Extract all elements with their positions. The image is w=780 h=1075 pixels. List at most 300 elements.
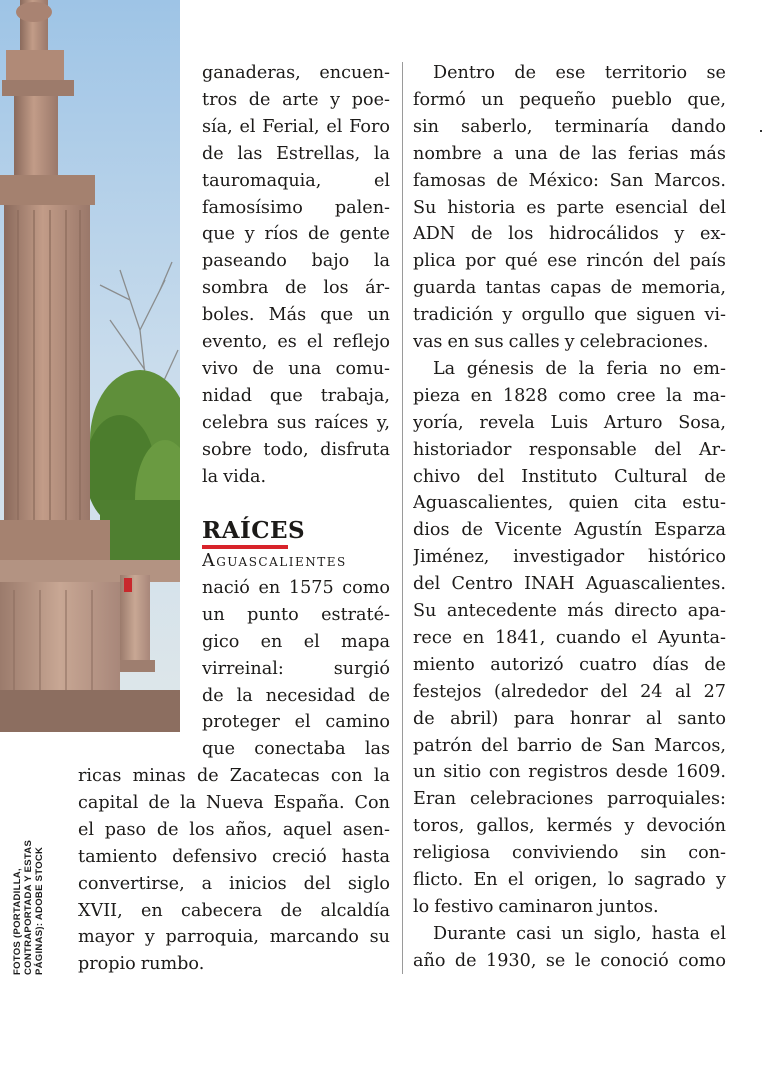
word: juntos. bbox=[598, 896, 659, 917]
word: y bbox=[330, 89, 341, 110]
word: sin bbox=[640, 843, 667, 864]
word: la bbox=[179, 792, 197, 813]
text-line bbox=[413, 490, 726, 517]
text-line bbox=[413, 437, 726, 464]
text-line bbox=[413, 625, 726, 652]
word: honrar bbox=[569, 708, 631, 729]
hero-photo bbox=[0, 0, 180, 732]
text-line bbox=[202, 87, 390, 114]
word: como bbox=[342, 577, 390, 598]
word: religiosa bbox=[413, 843, 491, 864]
word: proteger bbox=[202, 712, 280, 733]
word: es bbox=[277, 332, 297, 352]
word: revela bbox=[479, 412, 535, 433]
word: patrón bbox=[413, 735, 473, 756]
word: de bbox=[704, 654, 726, 675]
text-line bbox=[413, 786, 726, 813]
text-line bbox=[78, 844, 390, 871]
word: más bbox=[567, 601, 604, 621]
word: de bbox=[202, 143, 224, 164]
word: a bbox=[201, 873, 213, 894]
word: vivo bbox=[202, 358, 239, 379]
word: nació bbox=[202, 577, 250, 598]
word: historiador bbox=[413, 439, 512, 460]
word: un bbox=[561, 923, 584, 944]
word: palen- bbox=[334, 197, 390, 218]
word: Vicente bbox=[494, 520, 563, 541]
word: pueblo bbox=[611, 89, 672, 110]
word: 27 bbox=[703, 681, 726, 702]
text-line bbox=[413, 329, 726, 356]
word: paseando bbox=[202, 251, 287, 272]
word: con bbox=[330, 766, 363, 786]
word: mapa bbox=[341, 631, 390, 652]
word: tantas bbox=[485, 278, 541, 299]
text-line bbox=[413, 517, 726, 544]
text-line bbox=[78, 790, 390, 817]
word: memoria, bbox=[641, 278, 726, 299]
photo-credit-line: PÁGINAS): ADOBE STOCK bbox=[34, 846, 45, 975]
word: quien bbox=[568, 493, 619, 514]
word: 1930, bbox=[486, 950, 537, 971]
text-line bbox=[202, 168, 390, 195]
word: sía, bbox=[202, 116, 233, 137]
word: sobre bbox=[202, 439, 252, 460]
word: Jiménez, bbox=[413, 547, 490, 568]
text-line bbox=[202, 683, 390, 710]
word: yoría, bbox=[413, 412, 464, 433]
word: que bbox=[320, 305, 354, 326]
column-divider bbox=[402, 62, 403, 974]
word: em- bbox=[692, 358, 726, 379]
text-line bbox=[202, 736, 390, 763]
word: 1575 bbox=[288, 577, 334, 598]
word: origen, bbox=[534, 870, 598, 890]
word: le bbox=[574, 950, 591, 971]
word: historia bbox=[447, 197, 516, 218]
word: cuatro bbox=[579, 654, 637, 675]
text-line bbox=[202, 437, 390, 464]
word: de bbox=[307, 224, 330, 245]
text-line bbox=[78, 763, 390, 790]
word: los bbox=[323, 278, 349, 299]
word: Centro bbox=[451, 574, 513, 595]
word: más bbox=[689, 143, 726, 164]
word: 1841, bbox=[494, 627, 546, 648]
photo-credit bbox=[12, 785, 45, 975]
word: y bbox=[624, 816, 635, 837]
word: la bbox=[202, 466, 219, 487]
word: un bbox=[367, 305, 390, 326]
word: Aguascalientes bbox=[202, 551, 347, 571]
word: evento, bbox=[202, 332, 268, 352]
word: (alrededor bbox=[494, 681, 588, 702]
text-line bbox=[413, 706, 726, 733]
text-line bbox=[413, 948, 726, 975]
word: arte bbox=[282, 89, 319, 110]
text-line bbox=[202, 575, 390, 602]
word: una bbox=[514, 143, 548, 164]
word: comu- bbox=[335, 358, 390, 379]
word: flicto. bbox=[413, 870, 464, 890]
text-line bbox=[413, 598, 726, 625]
word: Marcos. bbox=[654, 170, 726, 191]
word: de bbox=[252, 358, 274, 379]
word: del bbox=[480, 735, 509, 756]
word: y bbox=[144, 927, 155, 948]
section-heading: RAÍCES bbox=[202, 517, 306, 544]
word: el bbox=[326, 116, 343, 137]
word: un bbox=[202, 604, 225, 625]
word: España. bbox=[273, 792, 345, 813]
text-line bbox=[78, 951, 390, 978]
word: la bbox=[373, 766, 390, 786]
word: toros, bbox=[413, 816, 465, 837]
word: ese bbox=[555, 63, 586, 83]
word: en bbox=[447, 332, 470, 352]
word: festejos bbox=[413, 681, 482, 702]
word: tauromaquia, bbox=[202, 170, 322, 191]
word: celebra bbox=[202, 412, 269, 433]
word: los bbox=[508, 224, 534, 245]
text-line bbox=[413, 275, 726, 302]
word: registros bbox=[528, 762, 609, 783]
text-line bbox=[413, 114, 726, 141]
word: parte bbox=[556, 197, 605, 218]
word: y bbox=[564, 332, 575, 352]
word: ese bbox=[547, 251, 578, 272]
word: directo bbox=[614, 601, 678, 621]
word: dando bbox=[671, 116, 726, 137]
word: guarda bbox=[413, 278, 477, 299]
word: capas bbox=[550, 278, 602, 299]
word: propio bbox=[78, 954, 136, 975]
word: siguen bbox=[636, 305, 696, 326]
text-line bbox=[413, 221, 726, 248]
word: rece bbox=[413, 627, 453, 648]
word: desde bbox=[615, 762, 669, 783]
word: nidad bbox=[202, 385, 252, 406]
text-line bbox=[413, 464, 726, 491]
word: calles bbox=[508, 332, 560, 352]
word: de bbox=[248, 89, 271, 110]
word: de bbox=[148, 792, 171, 813]
word: como bbox=[558, 385, 606, 406]
word: terminaría bbox=[554, 116, 650, 137]
word: las bbox=[237, 143, 263, 164]
word: celebraciones. bbox=[579, 332, 709, 352]
word: bajo bbox=[311, 251, 350, 272]
word: génesis bbox=[466, 358, 534, 379]
word: del bbox=[654, 439, 682, 460]
word: como bbox=[678, 950, 726, 971]
text-line bbox=[202, 602, 390, 629]
text-line bbox=[413, 410, 726, 437]
word: de bbox=[704, 466, 726, 487]
text-line bbox=[413, 840, 726, 867]
word: Aguascalientes. bbox=[585, 574, 726, 595]
word: ferias bbox=[628, 143, 679, 164]
word: surgió bbox=[333, 658, 390, 679]
word: Agustín bbox=[573, 520, 643, 541]
word: esencial bbox=[615, 197, 688, 218]
word: del bbox=[698, 197, 726, 218]
word: de bbox=[156, 819, 179, 840]
word: con- bbox=[688, 843, 726, 864]
word: siglo bbox=[347, 873, 390, 894]
word: Arturo bbox=[603, 412, 663, 433]
word: sagrado bbox=[634, 870, 706, 890]
word: de bbox=[610, 278, 633, 299]
word: pequeño bbox=[519, 89, 596, 110]
word: sus bbox=[474, 332, 504, 352]
word: Estrellas, bbox=[276, 143, 361, 164]
word: gico bbox=[202, 631, 240, 652]
text-line bbox=[202, 60, 390, 87]
word: santo bbox=[677, 708, 726, 729]
word: parroquiales: bbox=[607, 789, 726, 810]
word: Luis bbox=[550, 412, 589, 433]
word: del bbox=[477, 466, 505, 487]
word: ár- bbox=[365, 278, 390, 299]
word: el bbox=[631, 627, 648, 648]
word: famosas bbox=[413, 170, 486, 191]
text-line bbox=[433, 356, 726, 383]
word: kermés bbox=[546, 816, 613, 837]
text-line bbox=[413, 87, 726, 114]
word: punto bbox=[247, 604, 299, 625]
word: se bbox=[545, 950, 566, 971]
text-line bbox=[413, 168, 726, 195]
text-line bbox=[202, 629, 390, 656]
word: cree bbox=[616, 385, 656, 406]
word: vas bbox=[413, 332, 443, 352]
word: de bbox=[514, 63, 537, 83]
word: antecedente bbox=[446, 601, 557, 621]
text-line bbox=[202, 709, 390, 736]
word: por bbox=[465, 251, 496, 272]
word: que, bbox=[687, 89, 726, 110]
word: ma- bbox=[692, 385, 726, 406]
word: una bbox=[288, 358, 322, 379]
word: para bbox=[513, 708, 555, 729]
word: boles. bbox=[202, 305, 255, 326]
text-line bbox=[413, 813, 726, 840]
word: la bbox=[578, 358, 595, 379]
word: en bbox=[470, 385, 493, 406]
word: la bbox=[373, 143, 390, 164]
word: de bbox=[558, 143, 581, 164]
word: sus bbox=[276, 412, 307, 433]
word: INAH bbox=[524, 574, 575, 595]
word: todo, bbox=[263, 439, 309, 460]
word: chivo bbox=[413, 466, 461, 487]
word: las bbox=[364, 739, 390, 760]
word: virreinal: bbox=[202, 658, 284, 679]
word: el bbox=[507, 870, 524, 890]
word: 1828 bbox=[502, 385, 548, 406]
word: que bbox=[269, 385, 303, 406]
word: con bbox=[488, 762, 521, 783]
word: raíces bbox=[314, 412, 369, 433]
text-line bbox=[433, 60, 726, 87]
stone-columns-photo bbox=[0, 0, 180, 732]
text-line bbox=[78, 871, 390, 898]
word: la bbox=[373, 251, 390, 272]
word: el bbox=[294, 712, 311, 733]
word: rincón bbox=[586, 251, 644, 272]
word: devoción bbox=[646, 816, 726, 837]
word: cuando bbox=[555, 627, 621, 648]
word: un bbox=[481, 89, 504, 110]
word: al bbox=[645, 708, 663, 729]
word: al bbox=[674, 681, 692, 702]
word: miento bbox=[413, 654, 475, 675]
word: los bbox=[189, 819, 215, 840]
word: estu- bbox=[682, 493, 726, 514]
word: de bbox=[196, 766, 219, 786]
word: de bbox=[545, 358, 568, 379]
word: de bbox=[413, 708, 435, 729]
word: alcaldía bbox=[320, 900, 390, 921]
word: necesidad bbox=[265, 685, 356, 706]
text-line bbox=[413, 867, 726, 894]
text-line bbox=[78, 898, 390, 925]
word: San bbox=[609, 170, 644, 191]
word: conviviendo bbox=[511, 843, 619, 864]
word: ricas bbox=[78, 766, 122, 786]
word: de bbox=[368, 685, 390, 706]
word: vi- bbox=[704, 305, 726, 326]
word: un bbox=[413, 762, 436, 783]
word: Ar- bbox=[698, 439, 726, 460]
word: saberlo, bbox=[461, 116, 533, 137]
word: parroquia, bbox=[165, 927, 260, 948]
word: asen- bbox=[342, 819, 390, 840]
word: camino bbox=[325, 712, 390, 733]
word: en bbox=[260, 631, 283, 652]
word: formó bbox=[413, 89, 466, 110]
word: disfruta bbox=[320, 439, 390, 460]
word: y, bbox=[376, 412, 390, 433]
word: de bbox=[496, 170, 519, 191]
word: San bbox=[611, 735, 646, 756]
word: convertirse, bbox=[78, 873, 185, 894]
word: reflejo bbox=[332, 332, 390, 352]
text-line bbox=[202, 656, 390, 683]
text-line bbox=[202, 221, 390, 248]
word: conoció bbox=[600, 950, 669, 971]
word: Marcos, bbox=[653, 735, 726, 756]
word: celebraciones bbox=[469, 789, 594, 810]
word: Foro bbox=[349, 116, 390, 137]
word: de bbox=[202, 685, 224, 706]
word: su bbox=[369, 927, 390, 948]
word: Zacatecas bbox=[229, 766, 320, 786]
word: barrio bbox=[517, 735, 572, 756]
word: de bbox=[285, 278, 307, 299]
word: del bbox=[303, 873, 331, 894]
word: y bbox=[244, 224, 255, 245]
word: territorio bbox=[604, 63, 688, 83]
text-line bbox=[202, 141, 390, 168]
word: festivo bbox=[434, 896, 494, 917]
word: trabaja, bbox=[320, 385, 390, 406]
word: que bbox=[594, 305, 628, 326]
word: abril) bbox=[450, 708, 499, 729]
text-line bbox=[433, 921, 726, 948]
photo-credit-line: FOTOS (PORTADILLA, bbox=[12, 868, 23, 975]
word: Sosa, bbox=[678, 412, 726, 433]
word: tros bbox=[202, 89, 238, 110]
word: marcando bbox=[269, 927, 359, 948]
word: no bbox=[659, 358, 682, 379]
text-line bbox=[202, 383, 390, 410]
word: Su bbox=[413, 197, 437, 218]
word: y bbox=[674, 224, 685, 245]
word: sombra bbox=[202, 278, 269, 299]
word: la bbox=[236, 685, 253, 706]
word: lo bbox=[413, 896, 430, 917]
text-line bbox=[202, 114, 390, 141]
text-line bbox=[202, 248, 390, 275]
word: país bbox=[689, 251, 726, 272]
word: el bbox=[306, 332, 323, 352]
word: poe- bbox=[351, 89, 390, 110]
word: conectaba bbox=[254, 739, 346, 760]
text-line bbox=[413, 759, 726, 786]
word: cita bbox=[633, 493, 667, 514]
word: autorizó bbox=[490, 654, 564, 675]
word: Cultural bbox=[614, 466, 688, 487]
text-line bbox=[202, 410, 390, 437]
text-line bbox=[202, 302, 390, 329]
word: y bbox=[502, 305, 513, 326]
word: Dentro bbox=[433, 63, 495, 83]
word: años, bbox=[225, 819, 273, 840]
word: en bbox=[462, 627, 485, 648]
word: Con bbox=[354, 792, 390, 813]
word: tradición bbox=[413, 305, 494, 326]
word: vida. bbox=[223, 466, 267, 487]
print-mark bbox=[760, 130, 762, 132]
word: feria bbox=[606, 358, 648, 379]
word: pieza bbox=[413, 385, 461, 406]
word: año bbox=[413, 950, 446, 971]
text-line bbox=[413, 544, 726, 571]
text-line bbox=[413, 195, 726, 222]
text-line bbox=[413, 141, 726, 168]
word: Eran bbox=[413, 789, 457, 810]
word: histórico bbox=[647, 547, 726, 568]
word: hidrocálidos bbox=[549, 224, 659, 245]
word: sitio bbox=[443, 762, 482, 783]
text-line bbox=[202, 275, 390, 302]
word: ganaderas, bbox=[202, 63, 301, 83]
word: Instituto bbox=[521, 466, 598, 487]
word: las bbox=[591, 143, 617, 164]
text-line bbox=[413, 571, 726, 598]
word: dios bbox=[413, 520, 450, 541]
word: casi bbox=[516, 923, 552, 944]
text-line bbox=[413, 302, 726, 329]
text-line bbox=[413, 733, 726, 760]
word: de bbox=[470, 224, 493, 245]
word: aquel bbox=[282, 819, 333, 840]
word: el bbox=[373, 170, 390, 191]
word: investigador bbox=[513, 547, 625, 568]
text-line bbox=[202, 195, 390, 222]
